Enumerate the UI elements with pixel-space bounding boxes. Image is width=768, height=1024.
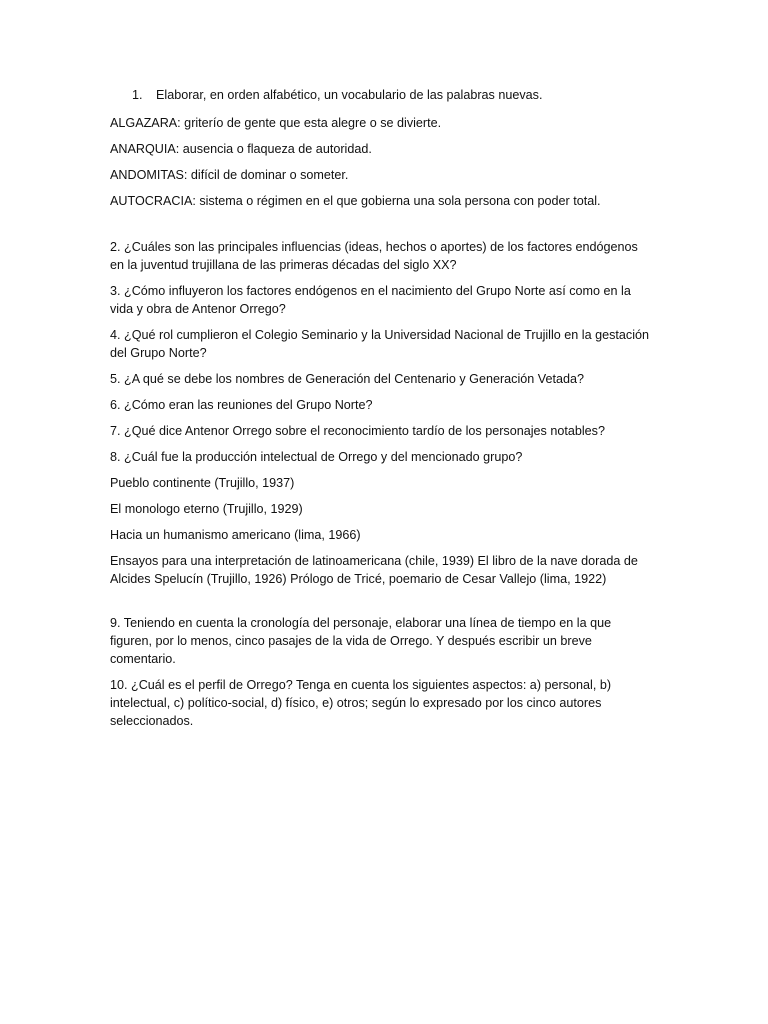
question-item: 4. ¿Qué rol cumplieron el Colegio Seminario y la Universidad Nacional de Trujillo en la gestación del Grupo Norte? (110, 328, 650, 360)
work-entry: Hacia un humanismo americano (lima, 1966) (110, 528, 361, 542)
question-item: 8. ¿Cuál fue la producción intelectual de Orrego y del mencionado grupo? (110, 450, 523, 464)
intro-number: 1. (132, 88, 143, 102)
vocabulary-entry: AUTOCRACIA: sistema o régimen en el que gobierna una sola persona con poder total. (110, 194, 601, 208)
vocabulary-entry: ALGAZARA: griterío de gente que esta alegre o se divierte. (110, 116, 442, 130)
question-item: 2. ¿Cuáles son las principales influencias (ideas, hechos o aportes) de los factores endógenos en la juventud trujillana de las primeras décadas del siglo XX? (110, 240, 638, 272)
question-item: 9. Teniendo en cuenta la cronología del personaje, elaborar una línea de tiempo en la que figuren, por lo menos, cinco pasajes de la vida de Orrego. Y después escribir un breve comentario. (110, 616, 612, 666)
section-spacer (110, 596, 655, 614)
work-entry: Pueblo continente (Trujillo, 1937) (110, 476, 295, 490)
intro-item (110, 86, 655, 104)
question-item: 7. ¿Qué dice Antenor Orrego sobre el reconocimiento tardío de los personajes notables? (110, 424, 605, 438)
section-spacer (110, 218, 655, 238)
question-item: 10. ¿Cuál es el perfil de Orrego? Tenga en cuenta los siguientes aspectos: a) personal, b) intelectual, c) político-social, d) físico, e) otros; según lo expresado por los cinco autores seleccionados. (110, 678, 612, 728)
vocabulary-entry: ANARQUIA: ausencia o flaqueza de autoridad. (110, 142, 372, 156)
question-item: 3. ¿Cómo influyeron los factores endógenos en el nacimiento del Grupo Norte así como en la vida y obra de Antenor Orrego? (110, 284, 631, 316)
intro-text: Elaborar, en orden alfabético, un vocabulario de las palabras nuevas. (156, 88, 543, 102)
work-entry: Ensayos para una interpretación de latinoamericana (chile, 1939) El libro de la nave dorada de Alcides Spelucín (Trujillo, 1926) Prólogo de Tricé, poemario de Cesar Vallejo (lima, 1922) (110, 554, 638, 586)
question-item: 5. ¿A qué se debe los nombres de Generación del Centenario y Generación Vetada? (110, 372, 584, 386)
document-body (110, 86, 655, 738)
work-entry: El monologo eterno (Trujillo, 1929) (110, 502, 303, 516)
vocabulary-entry: ANDOMITAS: difícil de dominar o someter. (110, 168, 349, 182)
question-item: 6. ¿Cómo eran las reuniones del Grupo Norte? (110, 398, 373, 412)
